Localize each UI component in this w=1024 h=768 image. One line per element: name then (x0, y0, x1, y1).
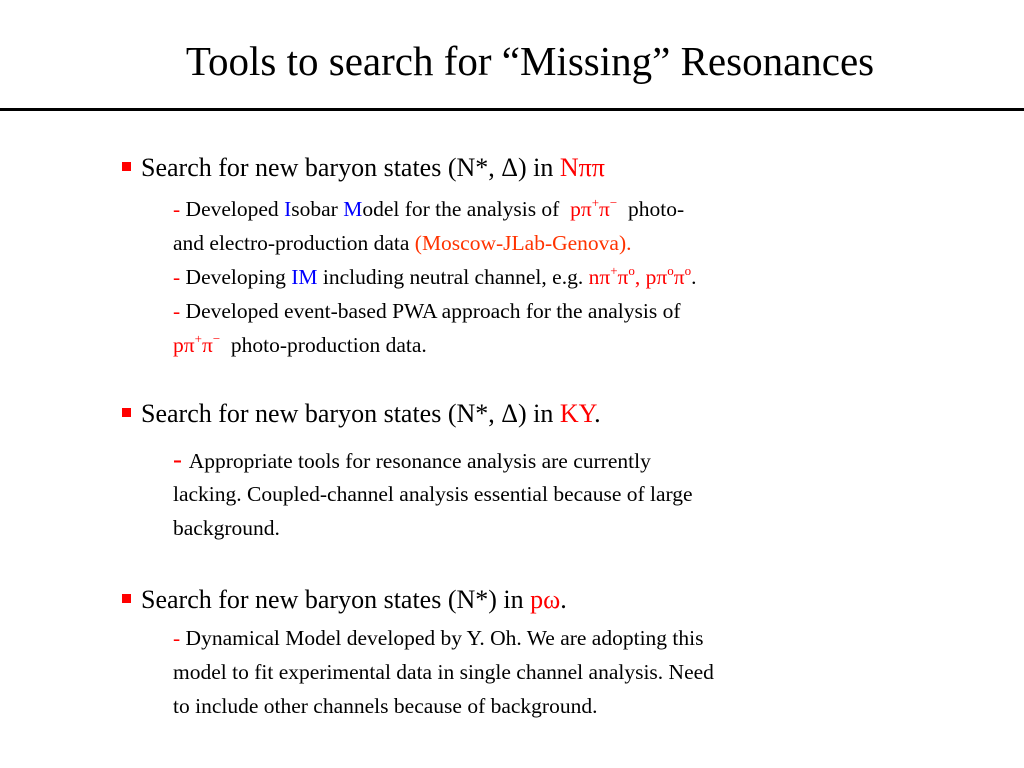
dash: - (173, 444, 189, 474)
square-bullet-icon (122, 162, 131, 171)
sub-line: to include other channels because of background. (173, 694, 598, 718)
dash: - (173, 265, 186, 289)
square-bullet-icon (122, 594, 131, 603)
bullet-highlight: Nππ (559, 153, 605, 182)
bullet-highlight: KY (559, 399, 595, 428)
sub-line: model to fit experimental data in single channel analysis. Need (173, 660, 714, 684)
slide-title: Tools to search for “Missing” Resonances (185, 38, 875, 84)
sub-line: - Dynamical Model developed by Y. Oh. We are adopting this (173, 626, 704, 650)
reaction: $n\pi^+\pi^o$, $p\pi^o\pi^o$ (588, 263, 692, 289)
sub-line: background. (173, 516, 280, 540)
sub-line: - Appropriate tools for resonance analysis are currently (173, 444, 651, 474)
sub-line: and electro-production data (Moscow-JLab-Genova). (173, 231, 632, 255)
bullet-text: Search for new baryon states (N*, Δ) in (141, 153, 560, 182)
dash: - (173, 626, 186, 650)
reaction: pπ+π− (570, 195, 618, 221)
bullet-text: Search for new baryon states (N*) in (141, 585, 531, 614)
bullet-pomega: Search for new baryon states (N*) in pω. (122, 584, 567, 616)
dash: - (173, 197, 186, 221)
reaction: pπ+π− (173, 331, 221, 357)
sub-line: - Developed Isobar Model for the analysis of pπ+π− photo- (173, 195, 685, 221)
bullet-npipi (122, 152, 605, 184)
sub-line: - Developing IM including neutral channel, e.g. $n\pi^+\pi^o$, $p\pi^o\pi^o$. (173, 263, 697, 289)
sub-line: lacking. Coupled-channel analysis essential because of large (173, 482, 693, 506)
bullet-text: Search for new baryon states (N*, Δ) in (141, 399, 560, 428)
title-divider (0, 108, 1024, 111)
square-bullet-icon (122, 408, 131, 417)
dash: - (173, 299, 186, 323)
sub-line: - Developed event-based PWA approach for the analysis of (173, 299, 681, 323)
bullet-highlight: pω (530, 585, 561, 614)
bullet-ky: Search for new baryon states (N*, Δ) in KY. (122, 398, 601, 430)
sub-line: pπ+π− photo-production data. (173, 331, 427, 357)
